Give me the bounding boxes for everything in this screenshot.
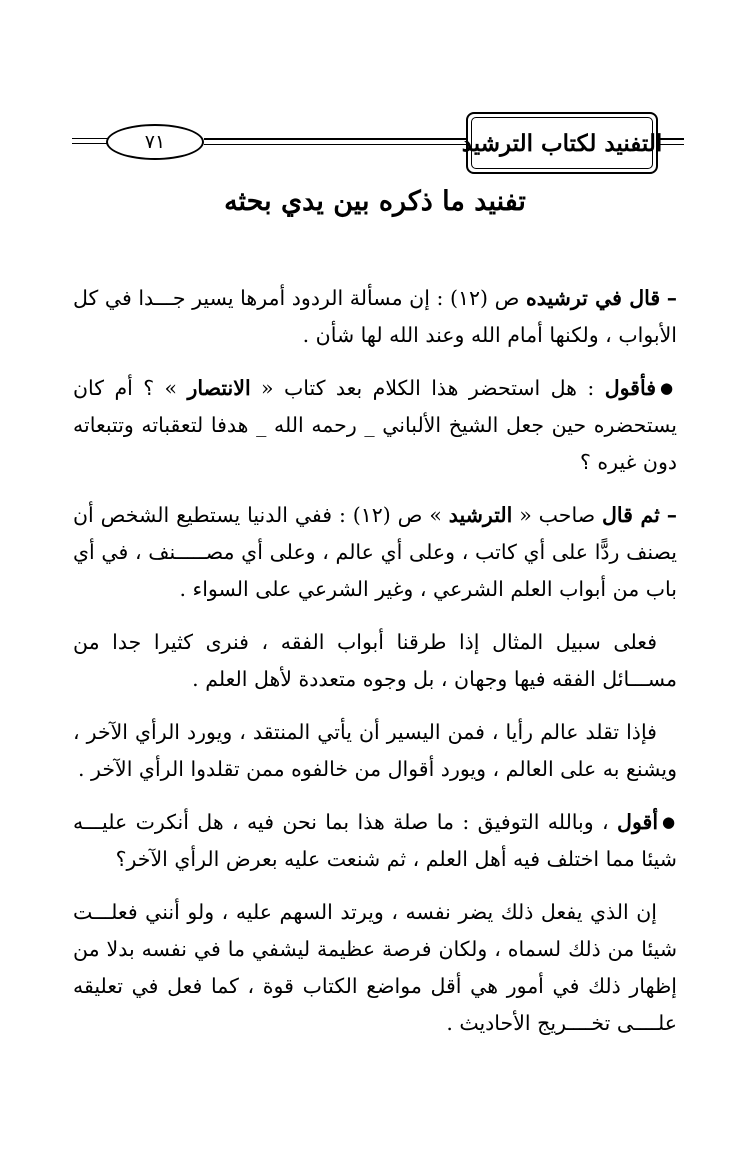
bullet-icon: ●	[662, 813, 677, 831]
paragraph-1	[73, 280, 677, 354]
running-title-frame	[461, 112, 663, 174]
paragraph-lead: أقول	[617, 810, 659, 834]
paragraph-4: فعلى سبيل المثال إذا طرقنا أبواب الفقه ، فنرى كثيرا جدا من مســـائل الفقه فيها وجهان ، بل وجوه متعددة لأهل العلم .	[73, 630, 677, 691]
paragraph-5: فإذا تقلد عالم رأيا ، فمن اليسير أن يأتي المنتقد ، ويورد الرأي الآخر ، ويشنع به على العالم ، ويورد أقوال من خالفوه ممن تقلدوا الرأي الآخر .	[73, 720, 677, 781]
paragraph-text: » ؟ أم كان يستحضره حين جعل الشيخ الألباني _ رحمه الله _ هدفا لتعقباته وتتبعاته دون غيره ؟	[73, 376, 677, 474]
header-rule-left	[72, 138, 108, 144]
bullet-icon: ●	[660, 379, 677, 397]
paragraph-lead: فأقول	[604, 376, 657, 400]
paragraph-lead: ثم قال	[602, 503, 660, 527]
running-title: التفنيد لكتاب الترشيد	[471, 117, 653, 169]
running-header	[72, 112, 684, 176]
paragraph-3	[73, 497, 677, 608]
paragraph-text: ، وبالله التوفيق : ما صلة هذا بما نحن فيه ، هل أنكرت عليـــه شيئا مما اختلف فيه أهل العلم ، ثم شنعت عليه بعرض الرأي الآخر؟	[73, 810, 677, 871]
header-rule-middle	[204, 138, 468, 145]
paragraph-text: صاحب «	[512, 503, 603, 527]
paragraph-lead: قال في ترشيده	[526, 286, 661, 310]
dash-mark: –	[666, 503, 677, 527]
paragraph-2	[73, 370, 677, 481]
page-number: ٧١	[106, 124, 204, 160]
dash-mark: –	[666, 286, 677, 310]
paragraph-6	[73, 804, 677, 878]
paragraph-7: إن الذي يفعل ذلك يضر نفسه ، ويرتد السهم عليه ، ولو أنني فعلـــت شيئا من ذلك لسماه ، ولكان فرصة عظيمة ليشفي ما في نفسه بدلا من إظهار ذلك في أمور هي أقل مواضع الكتاب قوة ، كما فعل في تعليقه علــــى تخــــريج الأحاديث .	[73, 900, 677, 1035]
paragraph-text: ص (١٢) : إن مسألة الردود أمرها يسير جـــدا في كل الأبواب ، ولكنها أمام الله وعند الله لها شأن .	[73, 286, 677, 347]
book-title: الانتصار	[187, 376, 251, 400]
paragraph-text: : هل استحضر هذا الكلام بعد كتاب «	[250, 376, 605, 400]
body-text	[73, 280, 677, 1058]
book-title: الترشيد	[448, 503, 513, 527]
header-rule-right	[656, 138, 684, 145]
section-heading: تفنيد ما ذكره بين يدي بحثه	[224, 186, 526, 217]
paragraph-text: » ص (١٢) : ففي الدنيا يستطيع الشخص أن يصنف ردًّا على أي كاتب ، وعلى أي عالم ، وعلى أي مصـــــنف ، في أي باب من أبواب العلم الشرعي ، وغير الشرعي على السواء .	[73, 503, 677, 601]
